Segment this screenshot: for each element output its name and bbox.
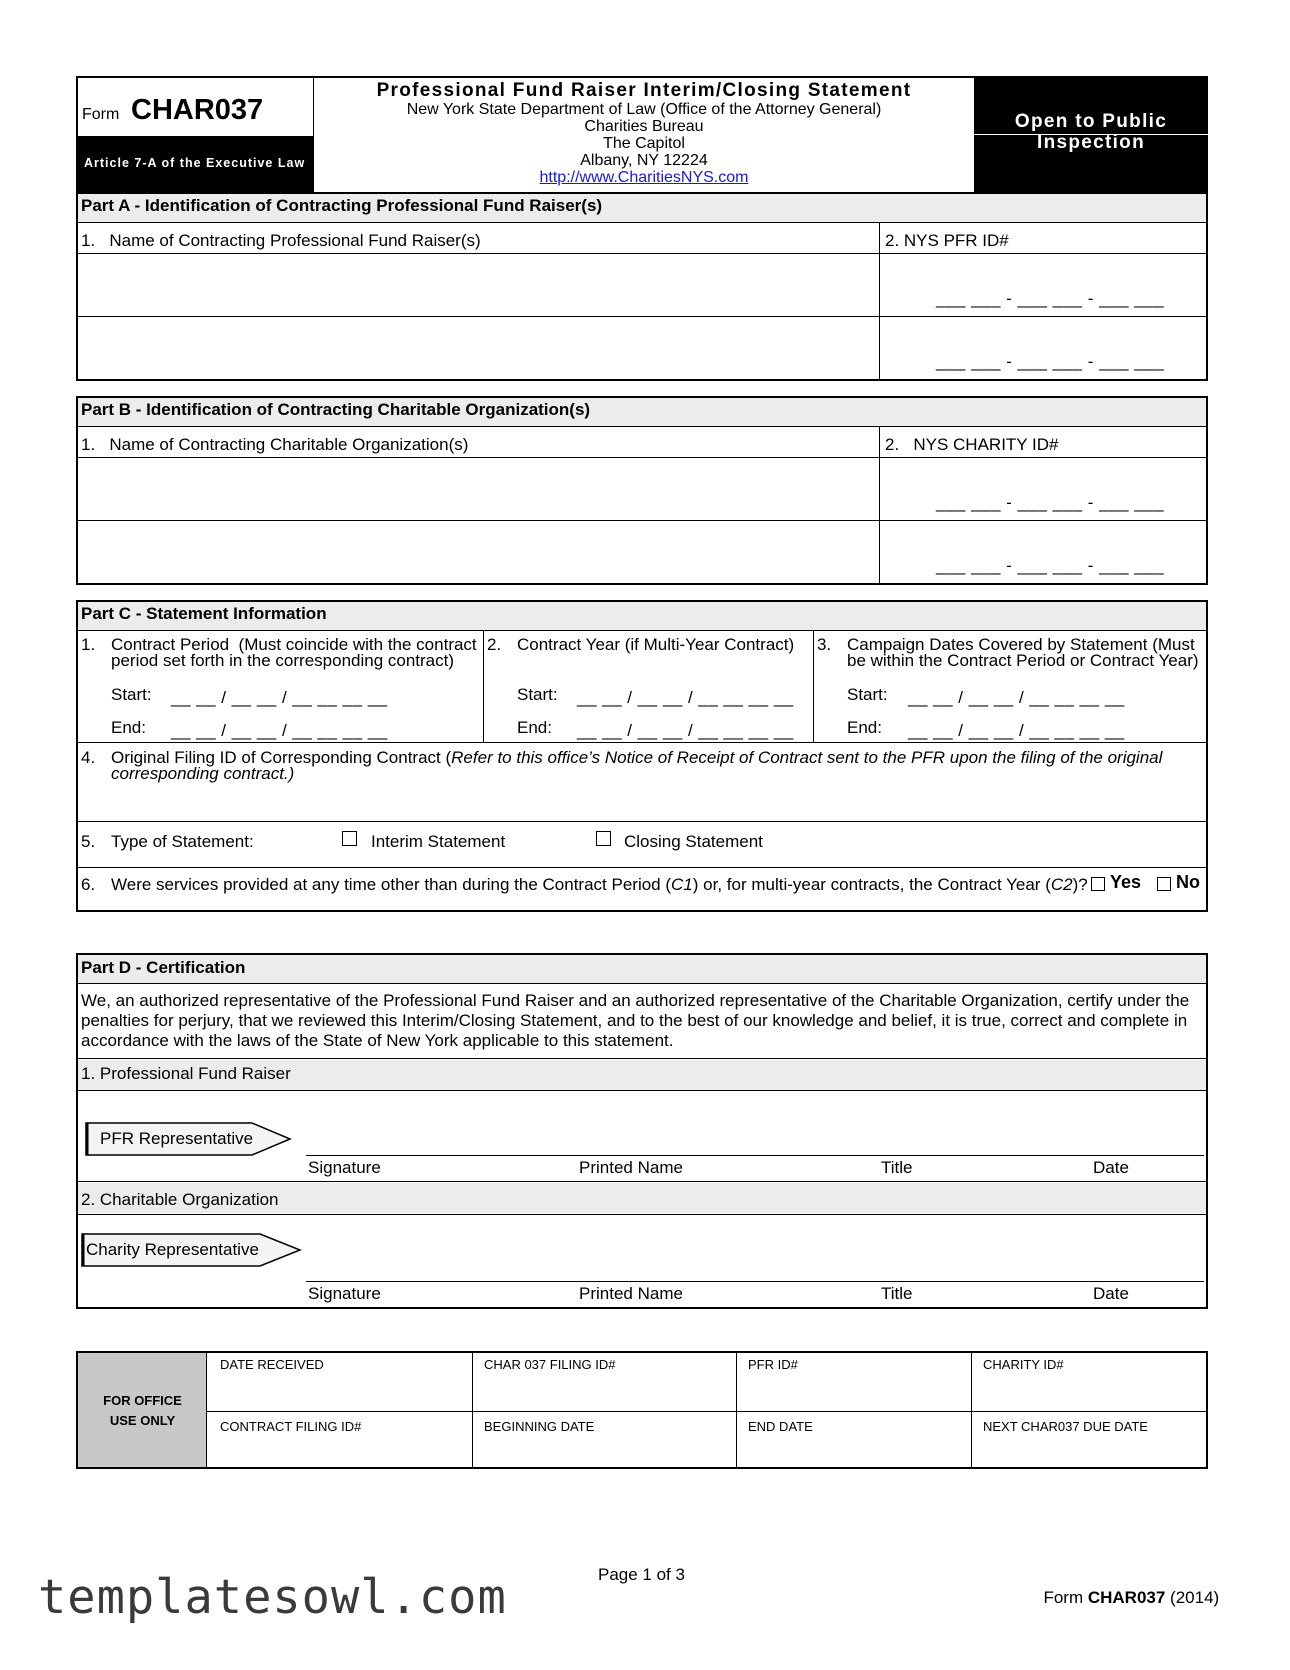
- part-d-header: [78, 955, 1206, 983]
- c6-num: 6.: [81, 875, 96, 894]
- yes-checkbox[interactable]: [1091, 877, 1105, 891]
- cert-line1: We, an authorized representative of the Professional Fund Raiser and an authorized representative of the Charitable Organization, certify under the: [81, 991, 1190, 1010]
- c4-num: 4.: [81, 748, 96, 767]
- website-link[interactable]: http://www.CharitiesNYS.com: [539, 169, 749, 186]
- office-col-divider-2: [736, 1351, 737, 1469]
- footer-year: (2014): [1165, 1588, 1220, 1607]
- cert-line2: penalties for perjury, that we reviewed this Interim/Closing Statement, and to the best of our knowledge and belief, it is true, correct and complete in: [81, 1011, 1188, 1030]
- charity-printed-name-label: Printed Name: [579, 1284, 683, 1303]
- page-number: Page 1 of 3: [598, 1565, 685, 1584]
- pfr-date-label: Date: [1093, 1158, 1129, 1177]
- law-banner: [76, 136, 314, 194]
- office-contract-filing-id: CONTRACT FILING ID#: [220, 1419, 362, 1434]
- part-c-title: Part C - Statement Information: [81, 604, 327, 623]
- c3-start-label: Start:: [847, 685, 888, 704]
- c1-end-date[interactable]: __ __ / __ __ / __ __ __ __: [171, 721, 388, 740]
- c4-note: Refer to this office’s Notice of Receipt of Contract sent to the PFR upon the filing of the original: [451, 748, 1163, 767]
- office-next-due-date: NEXT CHAR037 DUE DATE: [983, 1419, 1148, 1434]
- c6-text-a: Were services provided at any time other than during the Contract Period (: [111, 875, 672, 894]
- part-a-col-divider: [879, 222, 880, 381]
- c1-start-date[interactable]: __ __ / __ __ / __ __ __ __: [171, 688, 388, 707]
- charity-date-label: Date: [1093, 1284, 1129, 1303]
- c3-num: 3.: [817, 635, 832, 654]
- pfr-name-field-2[interactable]: [78, 318, 878, 379]
- no-label: No: [1176, 872, 1200, 892]
- office-pfr-id: PFR ID#: [748, 1357, 798, 1372]
- c3-end-date[interactable]: __ __ / __ __ / __ __ __ __: [908, 721, 1125, 740]
- pfr-sig-label: Signature: [308, 1158, 381, 1177]
- certification-text: [81, 991, 1205, 1051]
- c4-lead: Original Filing ID of Corresponding Contract (: [111, 748, 452, 767]
- address-line2: Albany, NY 12224: [580, 152, 708, 169]
- c5-label: Type of Statement:: [111, 832, 254, 851]
- interim-checkbox[interactable]: [342, 831, 357, 846]
- part-b-rule2: [76, 457, 1208, 458]
- footer-form-code: CHAR037: [1087, 1588, 1166, 1607]
- c1-start-label: Start:: [111, 685, 152, 704]
- part-b-title: Part B - Identification of Contracting Charitable Organization(s): [81, 400, 591, 419]
- c3-line2: be within the Contract Period or Contract Year): [847, 651, 1199, 670]
- charity-name-field-2[interactable]: [78, 522, 878, 583]
- part-b-col-divider: [879, 426, 880, 585]
- filing-id-field[interactable]: [78, 782, 1206, 820]
- part-c-rule4: [76, 867, 1208, 868]
- charity-id-field-1[interactable]: ___ ___ - ___ ___ - ___ ___: [936, 493, 1165, 512]
- watermark: templatesowl.com: [38, 1570, 507, 1625]
- office-filing-id: CHAR 037 FILING ID#: [484, 1357, 616, 1372]
- c2-start-label: Start:: [517, 685, 558, 704]
- c3-end-label: End:: [847, 718, 882, 737]
- part-a-col2-label: 2. NYS PFR ID#: [885, 231, 1009, 250]
- part-c-rule1: [76, 630, 1208, 631]
- c3-start-date[interactable]: __ __ / __ __ / __ __ __ __: [908, 688, 1125, 707]
- part-b-col1-label: 1. Name of Contracting Charitable Organization(s): [81, 435, 469, 454]
- dept: New York State Department of Law (Office of the Attorney General): [406, 101, 882, 118]
- pfr-rep-label: PFR Representative: [100, 1129, 254, 1148]
- public-line2: Inspection: [1036, 132, 1145, 153]
- c4-line2: corresponding contract.): [111, 764, 295, 783]
- c2-start-date[interactable]: __ __ / __ __ / __ __ __ __: [577, 688, 794, 707]
- pfr-id-field-1[interactable]: ___ ___ - ___ ___ - ___ ___: [936, 289, 1165, 308]
- office-label-2: USE ONLY: [109, 1413, 176, 1428]
- c5-num: 5.: [81, 832, 96, 851]
- charity-representative-tag: [80, 1232, 302, 1268]
- office-label-1: FOR OFFICE: [103, 1393, 182, 1408]
- c6-text-b: ) or, for multi-year contracts, the Contract Year (: [692, 875, 1051, 894]
- part-b-rule3: [76, 520, 1208, 521]
- cert-line3: accordance with the laws of the State of New York applicable to this statement.: [81, 1031, 674, 1050]
- law-text: Article 7-A of the Executive Law: [84, 156, 306, 170]
- office-end-date: END DATE: [748, 1419, 813, 1434]
- pfr-signature-line[interactable]: [306, 1155, 1204, 1156]
- pfr-title-label: Title: [881, 1158, 913, 1177]
- pfr-representative-tag: [84, 1121, 292, 1157]
- pfr-id-field-2[interactable]: ___ ___ - ___ ___ - ___ ___: [936, 352, 1165, 371]
- part-d-rule3: [76, 1181, 1208, 1182]
- part-a-col1-label: 1. Name of Contracting Professional Fund Raiser(s): [81, 231, 481, 250]
- form-footer: [1034, 1568, 1219, 1608]
- charity-section-label: 2. Charitable Organization: [81, 1190, 279, 1209]
- charity-section-rule: [76, 1214, 1208, 1215]
- form-code: CHAR037: [131, 94, 264, 126]
- no-checkbox[interactable]: [1157, 877, 1171, 891]
- form-title: Professional Fund Raiser Interim/Closing Statement: [376, 80, 912, 101]
- c6-text-c: )?: [1072, 875, 1088, 894]
- part-d-rule2: [76, 1058, 1208, 1059]
- form-word: Form: [82, 106, 120, 123]
- part-c-col-divider-1: [483, 630, 484, 742]
- office-date-received: DATE RECEIVED: [220, 1357, 324, 1372]
- bureau: Charities Bureau: [584, 118, 704, 135]
- public-line1: Open to Public: [1014, 111, 1168, 132]
- c2-end-label: End:: [517, 718, 552, 737]
- office-col-divider-1: [472, 1351, 473, 1469]
- part-a-rule3: [76, 316, 1208, 317]
- header-center: [314, 78, 974, 186]
- pfr-section-rule: [76, 1090, 1208, 1091]
- charity-signature-line[interactable]: [306, 1281, 1204, 1282]
- c2-num: 2.: [487, 635, 502, 654]
- c2-end-date[interactable]: __ __ / __ __ / __ __ __ __: [577, 721, 794, 740]
- part-d-rule1: [76, 983, 1208, 984]
- office-beginning-date: BEGINNING DATE: [484, 1419, 595, 1434]
- part-b-col2-label: 2. NYS CHARITY ID#: [885, 435, 1059, 454]
- charity-id-field-2[interactable]: ___ ___ - ___ ___ - ___ ___: [936, 556, 1165, 575]
- footer-form-word: Form: [1043, 1588, 1088, 1607]
- c6-question: [111, 875, 1088, 895]
- closing-checkbox[interactable]: [596, 831, 611, 846]
- pfr-printed-name-label: Printed Name: [579, 1158, 683, 1177]
- part-a-rule1: [76, 222, 1208, 223]
- part-c-rule3: [76, 821, 1208, 822]
- charity-title-label: Title: [881, 1284, 913, 1303]
- part-c-col-divider-2: [813, 630, 814, 742]
- office-mid-rule: [207, 1411, 1208, 1412]
- pfr-name-field-1[interactable]: [78, 255, 878, 315]
- charity-sig-label: Signature: [308, 1284, 381, 1303]
- charity-name-field-1[interactable]: [78, 459, 878, 519]
- closing-label: Closing Statement: [624, 832, 763, 851]
- address-line1: The Capitol: [603, 135, 685, 152]
- part-b-rule1: [76, 426, 1208, 427]
- c3-line1: Campaign Dates Covered by Statement (Must: [847, 635, 1195, 654]
- public-inspection-box: [974, 76, 1208, 194]
- pfr-section-label: 1. Professional Fund Raiser: [81, 1064, 291, 1083]
- part-d-title: Part D - Certification: [81, 958, 246, 977]
- part-a-title: Part A - Identification of Contracting Professional Fund Raiser(s): [81, 196, 603, 215]
- part-a-rule2: [76, 253, 1208, 254]
- c6-c2: C2: [1050, 875, 1073, 894]
- form-code-area: [78, 78, 312, 136]
- c1-line1: Contract Period (Must coincide with the contract: [111, 635, 477, 654]
- c1-line2: period set forth in the corresponding contract): [111, 651, 455, 670]
- c6-c1: C1: [671, 875, 693, 894]
- office-col-divider-3: [971, 1351, 972, 1469]
- c1-end-label: End:: [111, 718, 146, 737]
- c1-num: 1.: [81, 635, 96, 654]
- c2-line1: Contract Year (if Multi-Year Contract): [517, 635, 795, 654]
- office-charity-id: CHARITY ID#: [983, 1357, 1064, 1372]
- charity-rep-label: Charity Representative: [86, 1240, 259, 1259]
- yes-label: Yes: [1110, 872, 1142, 892]
- interim-label: Interim Statement: [371, 832, 506, 851]
- part-c-rule2: [76, 742, 1208, 743]
- office-label-cell: [78, 1353, 207, 1467]
